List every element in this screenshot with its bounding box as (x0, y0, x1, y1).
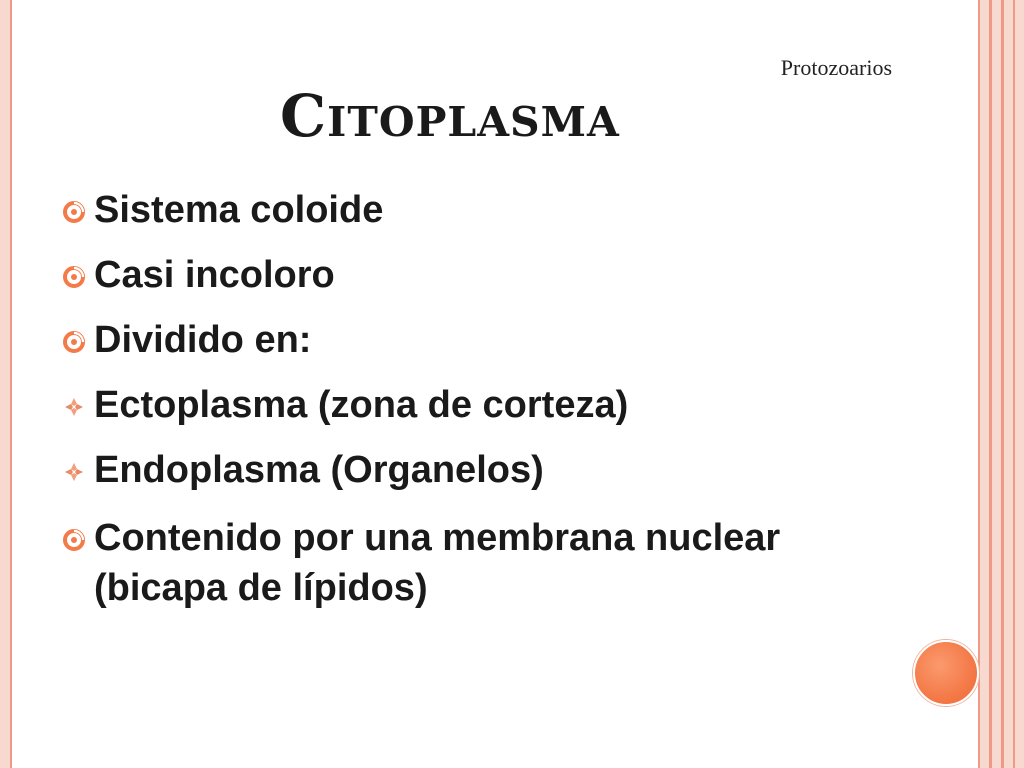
right-stripe (989, 0, 992, 768)
swirl-bullet-icon (62, 330, 86, 354)
list-item (62, 383, 882, 427)
bullet-list (62, 188, 882, 634)
bullet-text: Ectoplasma (zona de corteza) (94, 384, 629, 426)
slide-title: Citoplasma (280, 82, 620, 150)
bullet-text: Endoplasma (Organelos) (94, 449, 544, 491)
header-label: Protozoarios (780, 55, 892, 80)
orange-circle-decoration (913, 640, 979, 706)
swirl-bullet-icon (62, 265, 86, 289)
bullet-text: Dividido en: (94, 319, 312, 361)
left-border-band (0, 0, 10, 768)
right-stripe (1013, 0, 1015, 768)
right-stripe (1001, 0, 1004, 768)
bullet-text: Contenido por una membrana nuclear (bicapa de lípidos) (94, 517, 781, 609)
list-item (62, 318, 882, 362)
swirl-bullet-icon (62, 200, 86, 224)
diamond-bullet-icon (64, 397, 84, 417)
list-item (62, 188, 882, 232)
swirl-bullet-icon (62, 528, 86, 552)
right-stripe (978, 0, 980, 768)
list-item (62, 253, 882, 297)
bullet-text: Sistema coloide (94, 189, 384, 231)
list-item (62, 513, 882, 613)
bullet-text: Casi incoloro (94, 254, 335, 296)
list-item (62, 448, 882, 492)
diamond-bullet-icon (64, 462, 84, 482)
left-border-line (10, 0, 12, 768)
